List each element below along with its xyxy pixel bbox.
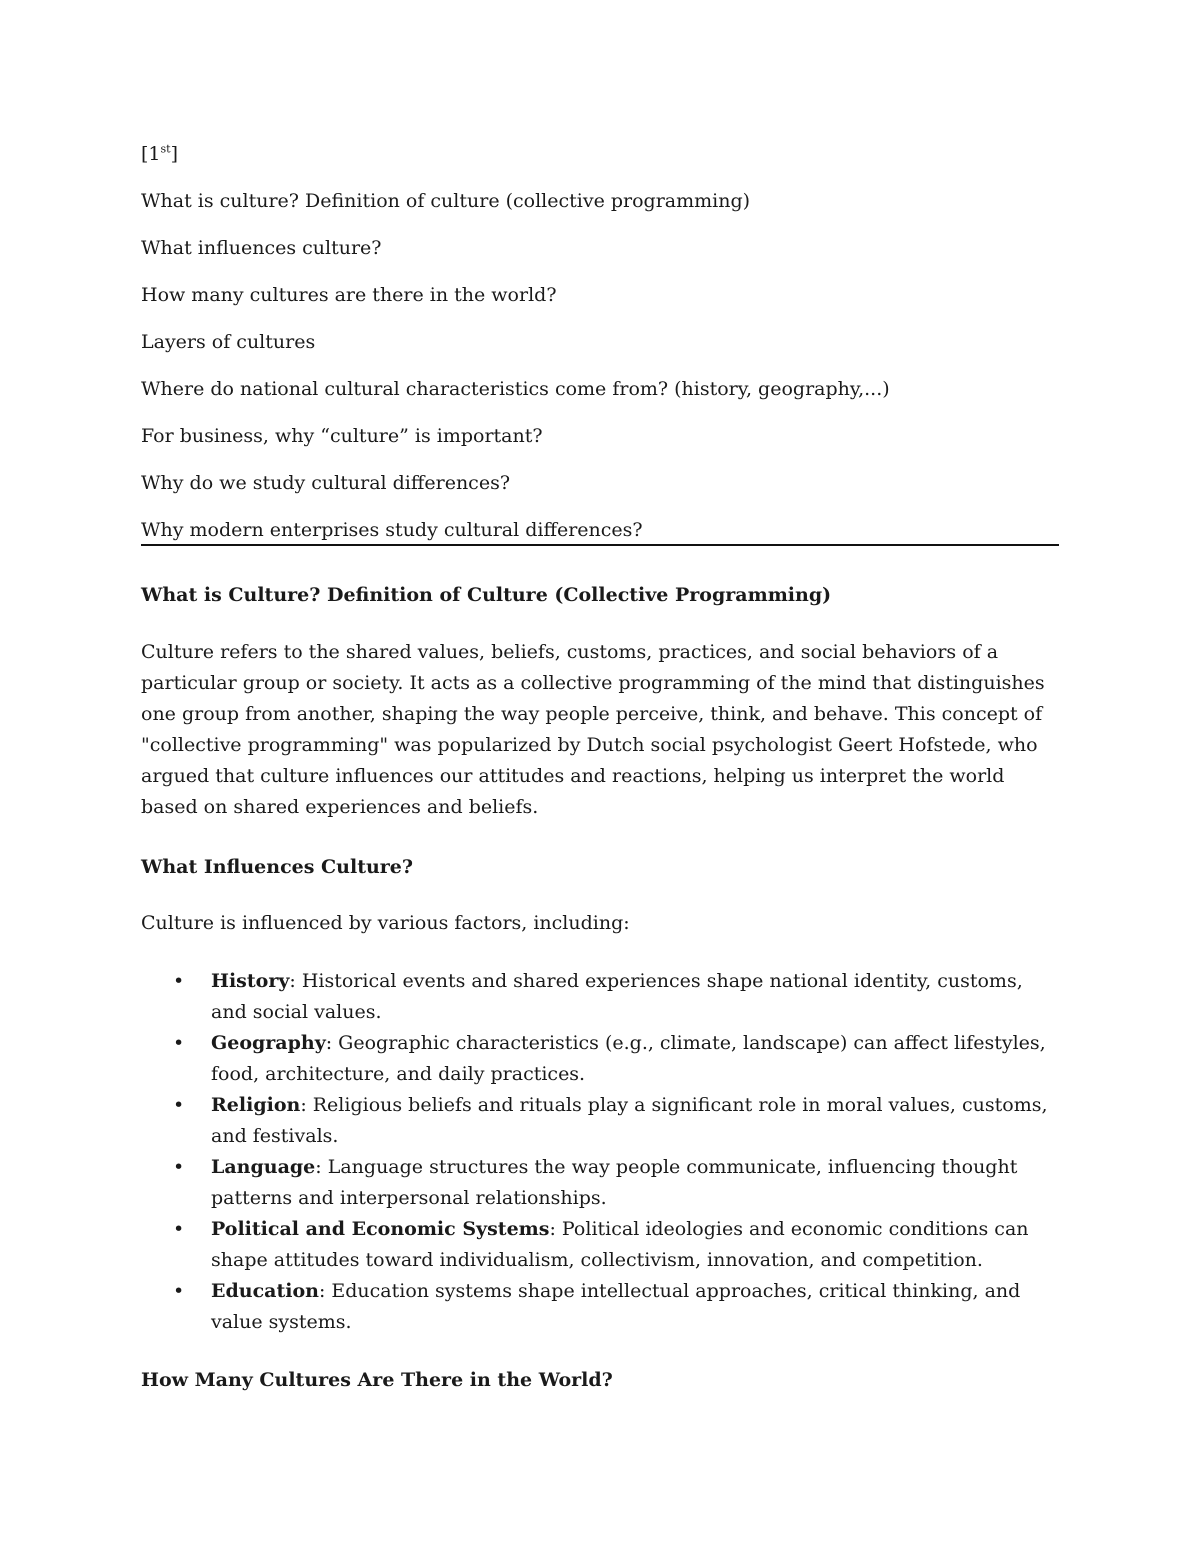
toc-item-with-divider: Why modern enterprises study cultural differences? bbox=[141, 516, 1059, 546]
bullet-icon: • bbox=[173, 1218, 185, 1240]
factor-description: : Religious beliefs and rituals play a significant role in moral values, customs, and festivals. bbox=[211, 1094, 1048, 1147]
factor-term: Religion bbox=[211, 1094, 301, 1116]
influences-intro: Culture is influenced by various factors, including: bbox=[141, 912, 630, 934]
toc-item: What influences culture? bbox=[141, 237, 382, 259]
factor-term: Geography bbox=[211, 1032, 326, 1054]
document-content bbox=[141, 140, 1059, 1394]
toc-item: What is culture? Definition of culture (collective programming) bbox=[141, 190, 751, 212]
session-marker-suffix: ] bbox=[170, 143, 179, 165]
toc-item: Layers of cultures bbox=[141, 331, 316, 353]
toc-item: For business, why “culture” is important? bbox=[141, 425, 543, 447]
factor-description: : Geographic characteristics (e.g., climate, landscape) can affect lifestyles, food, architecture, and daily practices. bbox=[211, 1032, 1046, 1085]
factor-description: : Language structures the way people communicate, influencing thought patterns and interpersonal relationships. bbox=[211, 1156, 1018, 1209]
section-heading-how-many: How Many Cultures Are There in the World? bbox=[141, 1369, 613, 1391]
bullet-icon: • bbox=[173, 1156, 185, 1178]
section-heading-influences: What Influences Culture? bbox=[141, 856, 414, 878]
list-item bbox=[141, 1214, 1059, 1276]
session-marker-superscript: st bbox=[160, 142, 171, 156]
factor-term: History bbox=[211, 970, 290, 992]
influence-factor-list bbox=[141, 966, 1059, 1338]
session-marker-prefix: [1 bbox=[141, 143, 161, 165]
list-item bbox=[141, 966, 1059, 1028]
toc-item: Where do national cultural characteristics come from? (history, geography,...) bbox=[141, 378, 890, 400]
definition-paragraph: Culture refers to the shared values, beliefs, customs, practices, and social behaviors of a particular group or society. It acts as a collective programming of the mind that distinguishes one group from another, shaping the way people perceive, think, and behave. This concept of "collective programming" was popularized by Dutch social psychologist Geert Hofstede, who argued that culture influences our attitudes and reactions, helping us interpret the world based on shared experiences and beliefs. bbox=[141, 641, 1045, 818]
session-marker bbox=[141, 140, 1059, 168]
factor-description: : Historical events and shared experiences shape national identity, customs, and social values. bbox=[211, 970, 1023, 1023]
bullet-icon: • bbox=[173, 1280, 185, 1302]
toc-item: How many cultures are there in the world? bbox=[141, 284, 557, 306]
bullet-icon: • bbox=[173, 1032, 185, 1054]
factor-term: Political and Economic Systems bbox=[211, 1218, 550, 1240]
bullet-icon: • bbox=[173, 970, 185, 992]
list-item bbox=[141, 1028, 1059, 1090]
toc-item: Why do we study cultural differences? bbox=[141, 472, 511, 494]
factor-description: : Political ideologies and economic conditions can shape attitudes toward individualism, collectivism, innovation, and competition. bbox=[211, 1218, 1029, 1271]
list-item bbox=[141, 1090, 1059, 1152]
list-item bbox=[141, 1276, 1059, 1338]
factor-term: Language bbox=[211, 1156, 316, 1178]
list-item bbox=[141, 1152, 1059, 1214]
section-heading-definition: What is Culture? Definition of Culture (Collective Programming) bbox=[141, 584, 832, 606]
bullet-icon: • bbox=[173, 1094, 185, 1116]
factor-description: : Education systems shape intellectual approaches, critical thinking, and value systems. bbox=[211, 1280, 1021, 1333]
factor-term: Education bbox=[211, 1280, 319, 1302]
